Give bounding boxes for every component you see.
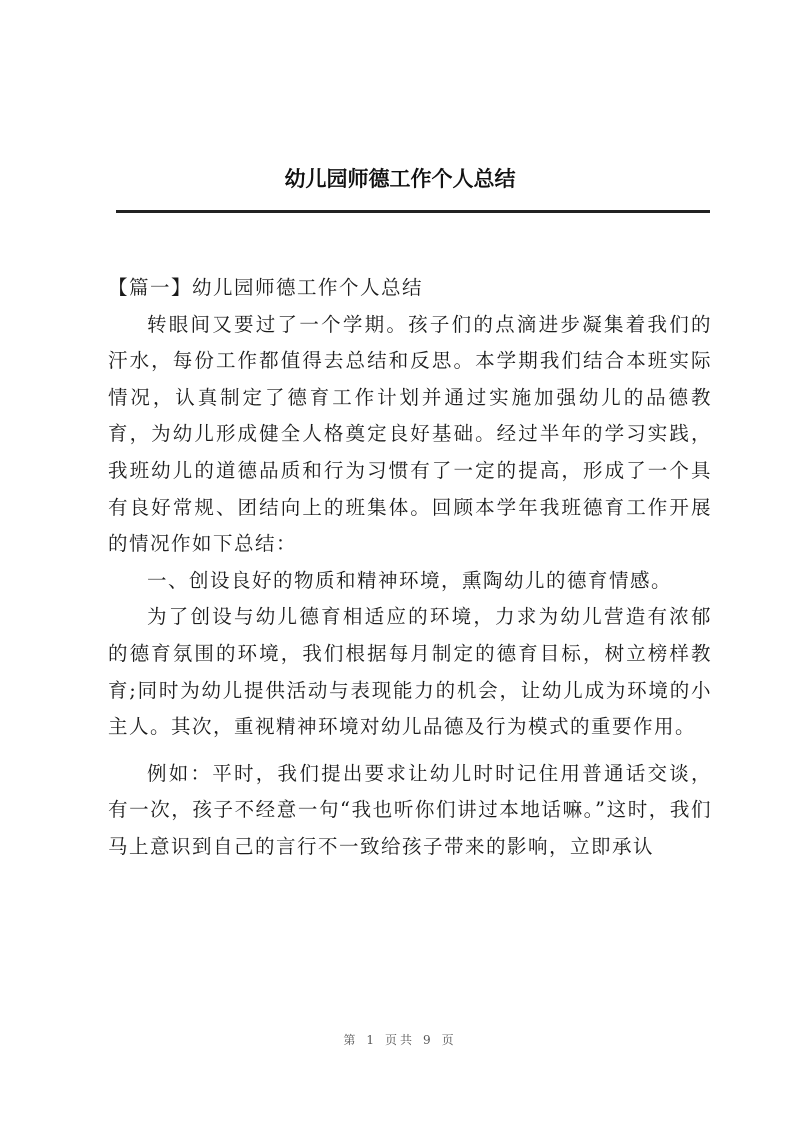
page-footer — [0, 1032, 800, 1048]
paragraph-subheading-one: 一、创设良好的物质和精神环境，熏陶幼儿的德育情感。 — [147, 568, 673, 592]
document-title: 幼儿园师德工作个人总结 — [284, 167, 516, 191]
title-divider — [116, 210, 710, 213]
paragraph-example: 例如：平时，我们提出要求让幼儿时时记住用普通话交谈，有一次，孩子不经意一句“我也听你们讲过本地话嘛。”这时，我们马上意识到自己的言行不一致给孩子带来的影响，立即承认 — [108, 761, 712, 858]
footer-page-total: 9 — [423, 1033, 434, 1047]
section-heading: 【篇一】幼儿园师德工作个人总结 — [108, 276, 424, 299]
paragraph-environment: 为了创设与幼儿德育相适应的环境，力求为幼儿营造有浓郁的德育氛围的环境，我们根据每月制定的德育目标，树立榜样教育;同时为幼儿提供活动与表现能力的机会，让幼儿成为环境的小主人。其次，重视精神环境对幼儿品德及行为模式的重要作用。 — [108, 605, 712, 739]
footer-label-di: 第 — [343, 1033, 359, 1047]
document-body — [108, 270, 712, 866]
footer-page-current: 1 — [366, 1033, 377, 1047]
footer-label-ye: 页 — [441, 1033, 457, 1047]
paragraph-intro: 转眼间又要过了一个学期。孩子们的点滴进步凝集着我们的汗水，每份工作都值得去总结和反思。本学期我们结合本班实际情况，认真制定了德育工作计划并通过实施加强幼儿的品德教育，为幼儿形成健全人格奠定良好基础。经过半年的学习实践，我班幼儿的道德品质和行为习惯有了一定的提高，形成了一个具有良好常规、团结向上的班集体。回顾本学年我班德育工作开展的情况作如下总结： — [108, 312, 712, 556]
footer-label-ye-gong: 页共 — [384, 1033, 415, 1047]
